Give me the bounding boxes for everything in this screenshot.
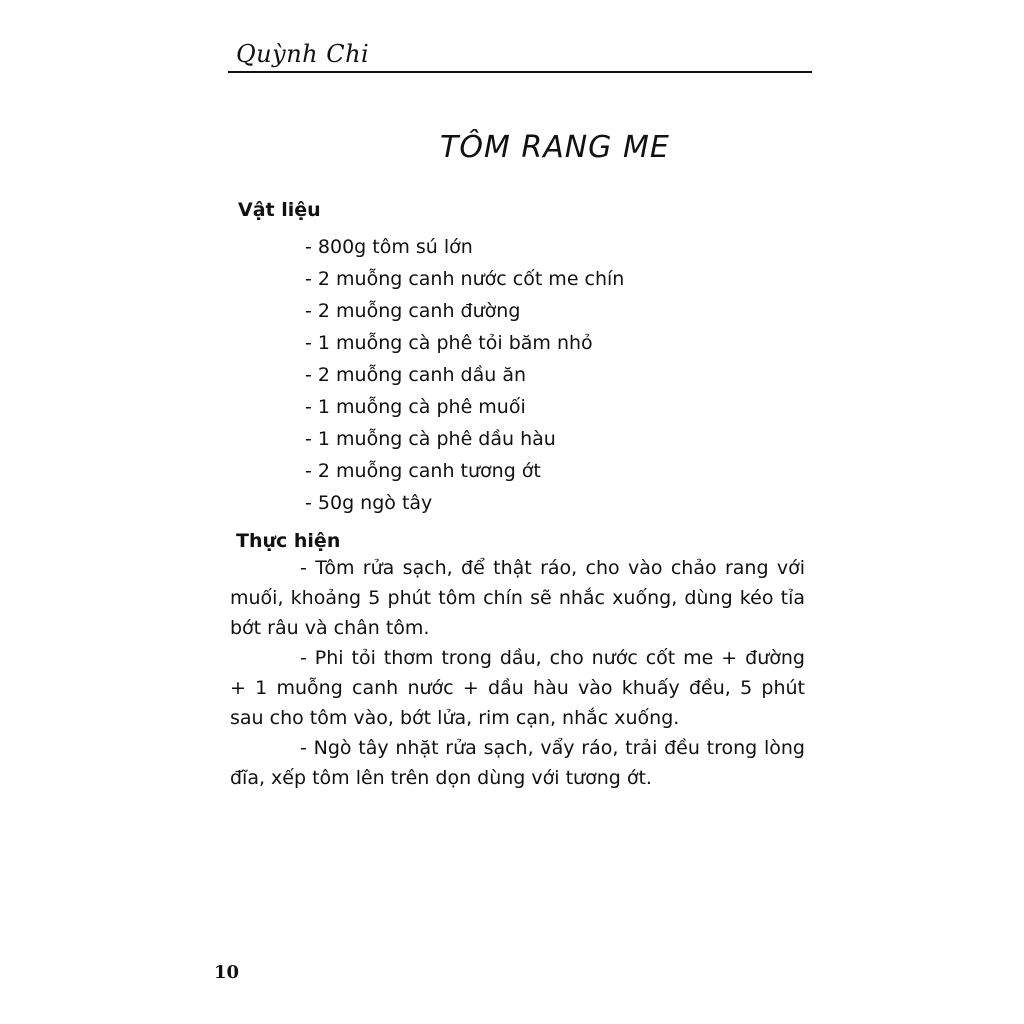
running-header-author: Quỳnh Chi — [236, 40, 370, 68]
ingredient-item: - 1 muỗng cà phê tỏi băm nhỏ — [305, 332, 593, 354]
page-number: 10 — [214, 962, 240, 983]
ingredient-item: - 1 muỗng cà phê dầu hàu — [305, 428, 556, 450]
ingredient-item: - 2 muỗng canh đường — [305, 300, 521, 322]
header-rule — [228, 71, 812, 73]
ingredient-item: - 2 muỗng canh tương ớt — [305, 460, 541, 482]
ingredient-item: - 2 muỗng canh nước cốt me chín — [305, 268, 625, 290]
ingredients-list — [305, 231, 624, 519]
step-paragraph: - Phi tỏi thơm trong dầu, cho nước cốt me + đường + 1 muỗng canh nước + dầu hàu vào khuấy đều, 5 phút sau cho tôm vào, bớt lửa, rim cạn, nhắc xuống. — [230, 647, 805, 729]
step-paragraph: - Ngò tây nhặt rửa sạch, vẩy ráo, trải đều trong lòng đĩa, xếp tôm lên trên dọn dùng với tương ớt. — [230, 737, 805, 789]
ingredient-item: - 800g tôm sú lớn — [305, 236, 473, 258]
step-paragraph: - Tôm rửa sạch, để thật ráo, cho vào chảo rang với muối, khoảng 5 phút tôm chín sẽ nhắc xuống, dùng kéo tỉa bớt râu và chân tôm. — [230, 557, 805, 639]
ingredients-heading: Vật liệu — [238, 199, 321, 221]
ingredient-item: - 50g ngò tây — [305, 492, 433, 514]
ingredient-item: - 1 muỗng cà phê muối — [305, 396, 526, 418]
recipe-title: TÔM RANG ME — [440, 130, 670, 165]
steps-section — [230, 553, 805, 793]
steps-heading: Thực hiện — [236, 530, 341, 552]
ingredient-item: - 2 muỗng canh dầu ăn — [305, 364, 527, 386]
